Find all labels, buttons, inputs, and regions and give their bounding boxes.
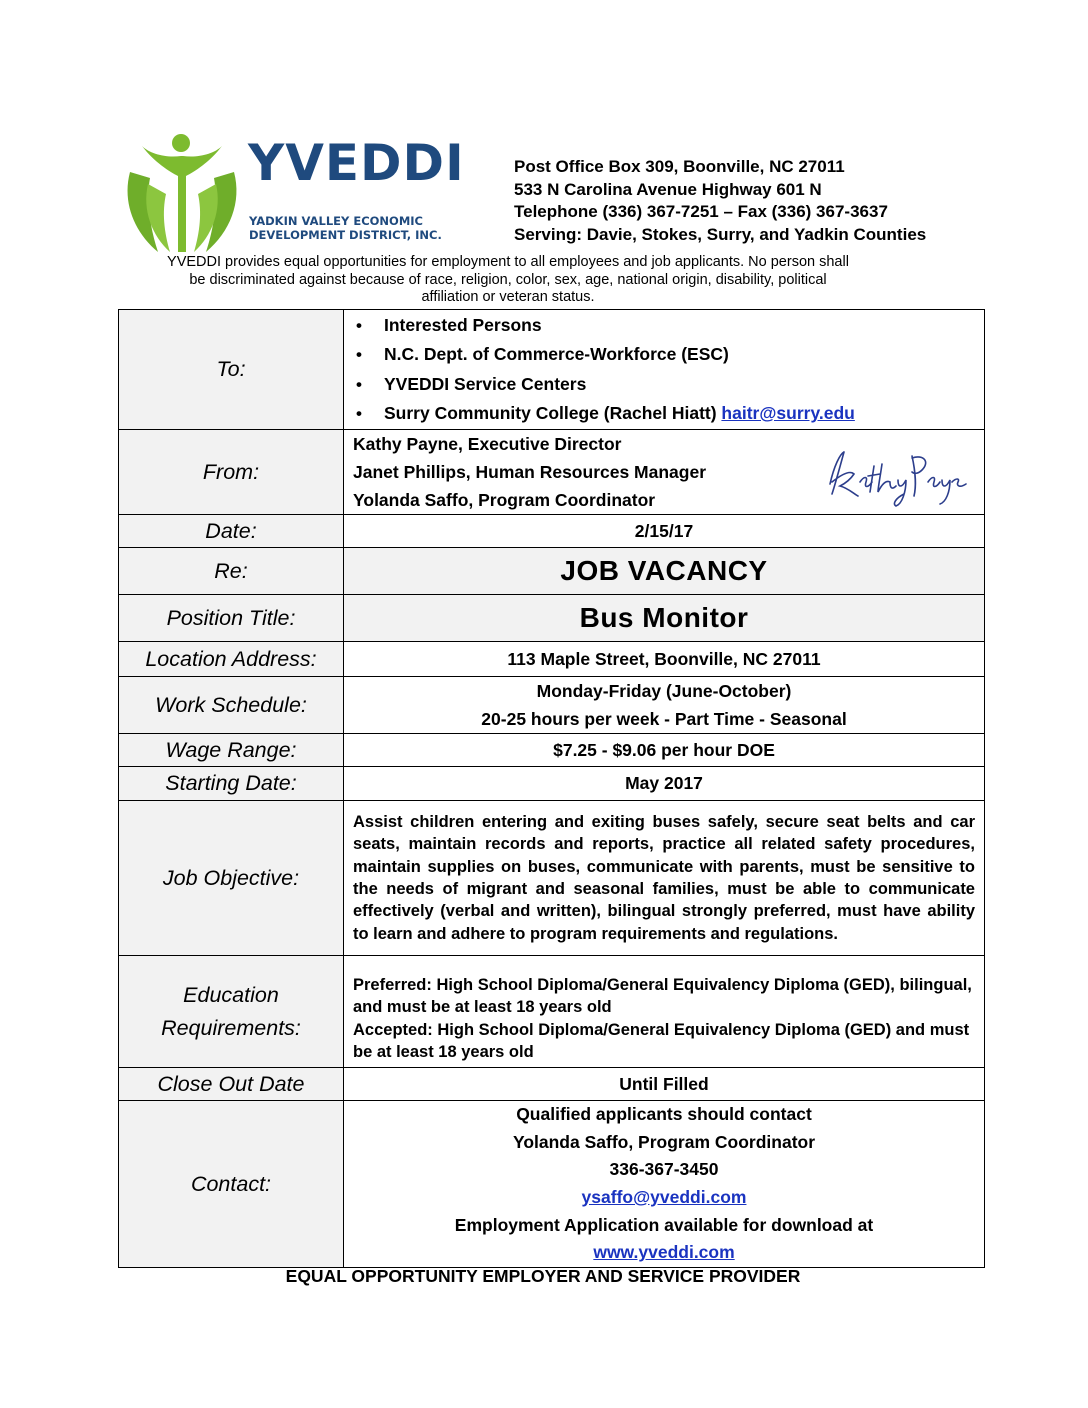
schedule-line: Monday-Friday (June-October) [536,681,792,701]
figure-leaves-icon [126,132,242,254]
row-re [119,548,985,595]
contact-phone: 336-367-3450 [609,1159,719,1180]
row-contact [119,1101,985,1268]
wage-value: $7.25 - $9.06 per hour DOE [344,734,985,767]
edu-preferred [353,974,975,1019]
row-schedule [119,677,985,734]
address-block [514,156,926,246]
schedule-line: 20-25 hours per week - Part Time - Seasonal [481,709,847,729]
recipient-list [344,311,984,429]
logo-wordmark: YVEDDI [248,134,465,192]
from-line: Janet Phillips, Human Resources Manager [353,462,707,482]
closeout-label: Close Out Date [119,1068,344,1101]
eeo-line: YVEDDI provides equal opportunities for employment to all employees and job applicants. No person shall [167,254,849,270]
start-label: Starting Date: [119,767,344,801]
location-value: 113 Maple Street, Boonville, NC 27011 [344,642,985,677]
row-education [119,956,985,1068]
row-from [119,430,985,515]
yveddi-logo [126,132,465,254]
recipient-name: Surry Community College (Rachel Hiatt) [384,403,722,423]
edu-accepted [353,1019,975,1064]
recipient-item [354,399,984,429]
eeo-statement [118,254,898,307]
contact-value [344,1101,985,1268]
position-value [344,595,985,642]
edu-preferred-label: Preferred: [353,975,432,994]
eeo-line: be discriminated against because of race, religion, color, sex, age, national origin, disability, political [189,271,827,288]
row-closeout [119,1068,985,1101]
from-line: Kathy Payne, Executive Director [353,434,622,454]
contact-email-row [344,1184,984,1212]
contact-line: Qualified applicants should contact [516,1104,812,1125]
education-label-line: Education [183,982,279,1007]
closeout-value: Until Filled [344,1068,985,1101]
row-start [119,767,985,801]
address-line: Serving: Davie, Stokes, Surry, and Yadkin Counties [514,224,927,244]
row-position [119,595,985,642]
re-value [344,548,985,595]
job-vacancy-table [118,309,985,1268]
objective-text: Assist children entering and exiting buses safely, secure seat belts and car seats, maintain records and reports, practice all related safety procedures, maintain supplies on buses, communicate with parents, must be sensitive to the needs of migrant and seasonal families, must be able to communicate effectively (verbal and written), bilingual strongly preferred, must have ability to learn and adhere to program requirements and regulations. [353,813,975,943]
logo-subtitle-line1: YADKIN VALLEY ECONOMIC [249,214,423,228]
objective-value [344,801,985,956]
from-line: Yolanda Saffo, Program Coordinator [353,490,656,510]
contact-line: Yolanda Saffo, Program Coordinator [512,1131,816,1152]
contact-line: Employment Application available for download at [454,1214,874,1235]
recipient-item: • N.C. Dept. of Commerce-Workforce (ESC) [354,340,984,370]
surry-email-link[interactable]: haitr@surry.edu [721,403,855,423]
wage-label: Wage Range: [119,734,344,767]
from-lines [344,430,984,514]
position-label: Position Title: [119,595,344,642]
re-label: Re: [119,548,344,595]
contact-block [344,1101,984,1267]
logo-subtitle-line2: DEVELOPMENT DISTRICT, INC. [249,228,442,242]
from-value [344,430,985,515]
start-value: May 2017 [344,767,985,801]
education-text [344,960,984,1063]
education-label [119,956,344,1068]
contact-website-row [344,1239,984,1267]
from-label: From: [119,430,344,515]
location-label: Location Address: [119,642,344,677]
edu-accepted-label: Accepted: [353,1020,433,1039]
position-text: Bus Monitor [579,602,749,633]
edu-accepted-text: High School Diploma/General Equivalency Diploma (GED) and must be at least 18 years old [353,1020,970,1061]
row-date [119,515,985,548]
contact-email-link[interactable]: ysaffo@yveddi.com [581,1187,747,1207]
recipient-item: • Interested Persons [354,311,984,341]
row-wage [119,734,985,767]
schedule-label: Work Schedule: [119,677,344,734]
date-value: 2/15/17 [344,515,985,548]
date-label: Date: [119,515,344,548]
schedule-value [344,677,985,734]
address-line: 533 N Carolina Avenue Highway 601 N [514,179,822,199]
signature-image [820,444,970,508]
row-location [119,642,985,677]
website-link[interactable]: www.yveddi.com [593,1242,735,1263]
footer-eoe: EQUAL OPPORTUNITY EMPLOYER AND SERVICE PROVIDER [285,1266,801,1286]
contact-label: Contact: [119,1101,344,1268]
to-label: To: [119,310,344,430]
address-line: Post Office Box 309, Boonville, NC 27011 [514,157,845,176]
row-objective [119,801,985,956]
education-value [344,956,985,1068]
recipient-item: • YVEDDI Service Centers [354,370,984,400]
edu-preferred-text: High School Diploma/General Equivalency Diploma (GED), bilingual, and must be at least 18 years old [353,975,972,1017]
address-line: Telephone (336) 367-7251 – Fax (336) 367-3637 [514,202,888,221]
re-text: JOB VACANCY [560,555,768,586]
to-value [344,310,985,430]
eeo-line: affiliation or veteran status. [421,289,595,305]
education-label-line: Requirements: [161,1015,301,1040]
objective-label: Job Objective: [119,801,344,956]
row-to [119,310,985,430]
